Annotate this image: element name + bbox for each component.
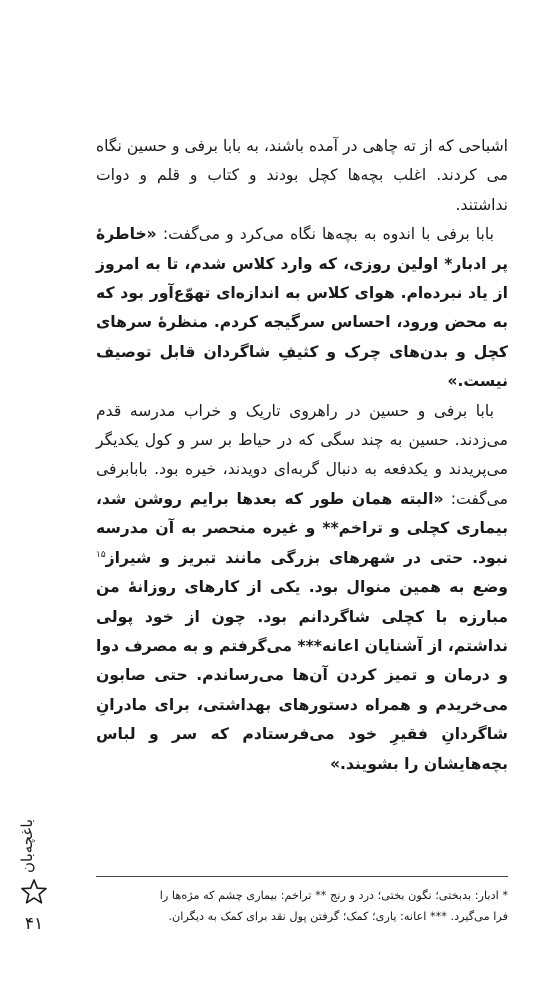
paragraph-text: بابا برفی با اندوه به بچه‌ها نگاه می‌کرد و می‌گفت:: [156, 225, 494, 244]
paragraph: [96, 397, 508, 779]
paragraph: [96, 132, 508, 220]
quote-text: «خاطرهٔ پر ادبار* اولین روزی، که وارد کلاس شدم، تا به امروز از یاد نبرده‌ام. هوای کلاس به اندازه‌ای تهوّع‌آور بود که به محض ورود، احساس سرگیجه کردم. منظرهٔ سرهای کچل و بدن‌های چرک و کثیفِ شاگردان قابل توصیف نیست.»: [96, 225, 508, 391]
quote-text: «البته همان طور که بعدها برایم روشن شد، بیماری کچلی و تراخم** و غیره منحصر به آن مدرسه نبود. حتی در شهرهای بزرگی مانند تبریز و شیراز: [96, 489, 508, 567]
paragraph-text: بابا برفی و حسین در راهروی تاریک و خراب مدرسه قدم می‌زدند. حسین به چند سگی که در حیاط بر سر و کول یکدیگر می‌پریدند و یکدفعه به دنبال گربه‌ای دویدند، خیره بود. بابابرفی می‌گفت:: [96, 401, 509, 508]
footnote: [96, 885, 508, 927]
body-text: [96, 132, 508, 779]
footnote-divider: [96, 876, 508, 877]
book-title-running-head: باغچه‌بان: [18, 818, 36, 874]
page-number: ۴۱: [24, 914, 44, 934]
footnote-line: * ادبار: بدبختی؛ نگون بختی؛ درد و رنج ** تراخم: بیماری چشم که مژه‌ها را: [159, 889, 508, 902]
footnote-line: فرا می‌گیرد. *** اعانه: یاری؛ کمک؛ گرفتن پول نقد برای کمک به دیگران.: [168, 910, 508, 923]
quote-text: وضع به همین منوال بود. یکی از کارهای روزانهٔ من مبارزه با کچلی شاگردانم بود. چون از خود پولی نداشتم، از آشنایان اعانه*** می‌گرفتم و به مصرف دوا و درمان و تمیز کردن آن‌ها می‌رساندم. حتی صابون می‌خریدم و همراه دستورهای بهداشتی، برای مادرانِ شاگردانِ فقیرِ خود می‌فرستادم که سر و لباس بچه‌هایشان را بشویند.»: [96, 578, 508, 773]
star-icon: [20, 878, 48, 906]
paragraph-text: اشباحی که از ته چاهی در آمده باشند، به بابا برفی و حسین نگاه می کردند. اغلب بچه‌ها کچل بودند و کتاب و قلم و دوات نداشتند.: [96, 137, 508, 214]
endnote-marker: ۱۵: [96, 549, 106, 560]
paragraph: [96, 220, 508, 396]
